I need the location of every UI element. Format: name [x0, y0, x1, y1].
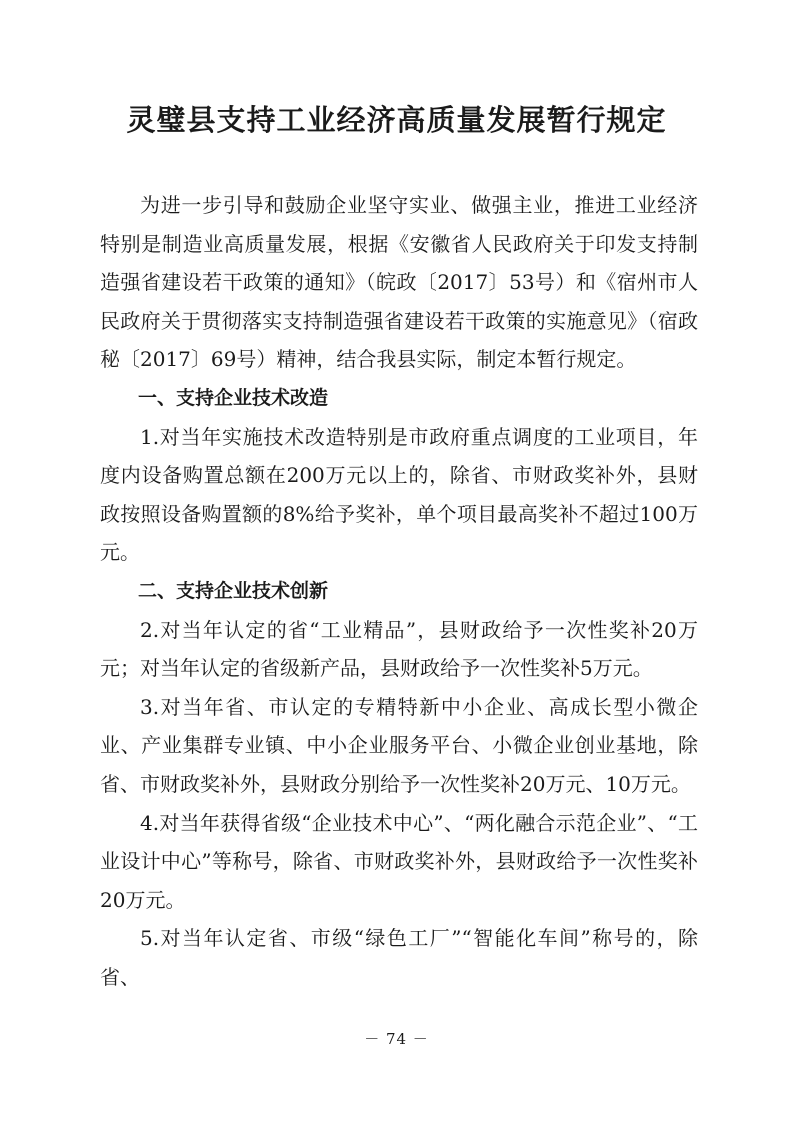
document-body — [100, 186, 698, 996]
clause-1: 1.对当年实施技术改造特别是市政府重点调度的工业项目，年度内设备购置总额在200万元以上的，除省、市财政奖补外，县财政按照设备购置额的8%给予奖补，单个项目最高奖补不超过100万元。 — [100, 424, 698, 565]
clause-4: 4.对当年获得省级“企业技术中心”、“两化融合示范企业”、“工业设计中心”等称号，除省、市财政奖补外，县财政给予一次性奖补20万元。 — [100, 810, 698, 912]
section-heading-2: 二、支持企业技术创新 — [138, 579, 329, 602]
page-number: － 74 － — [364, 1030, 429, 1048]
clause-3: 3.对当年省、市认定的专精特新中小企业、高成长型小微企业、产业集群专业镇、中小企业服务平台、小微企业创业基地，除省、市财政奖补外，县财政分别给予一次性奖补20万元、10万元。 — [100, 694, 698, 796]
clause-2: 2.对当年认定的省“工业精品”，县财政给予一次性奖补20万元；对当年认定的省级新产品，县财政给予一次性奖补5万元。 — [100, 617, 698, 681]
section-heading-1: 一、支持企业技术改造 — [138, 386, 329, 409]
clause-5: 5.对当年认定省、市级“绿色工厂”“智能化车间”称号的，除省、 — [100, 926, 698, 989]
document-title: 灵璧县支持工业经济高质量发展暂行规定 — [126, 103, 667, 137]
intro-paragraph: 为进一步引导和鼓励企业坚守实业、做强主业，推进工业经济特别是制造业高质量发展，根据《安徽省人民政府关于印发支持制造强省建设若干政策的通知》（皖政〔2017〕53号）和《宿州市人民政府关于贯彻落实支持制造强省建设若干政策的实施意见》（宿政秘〔2017〕69号）精神，结合我县实际，制定本暂行规定。 — [100, 193, 698, 372]
